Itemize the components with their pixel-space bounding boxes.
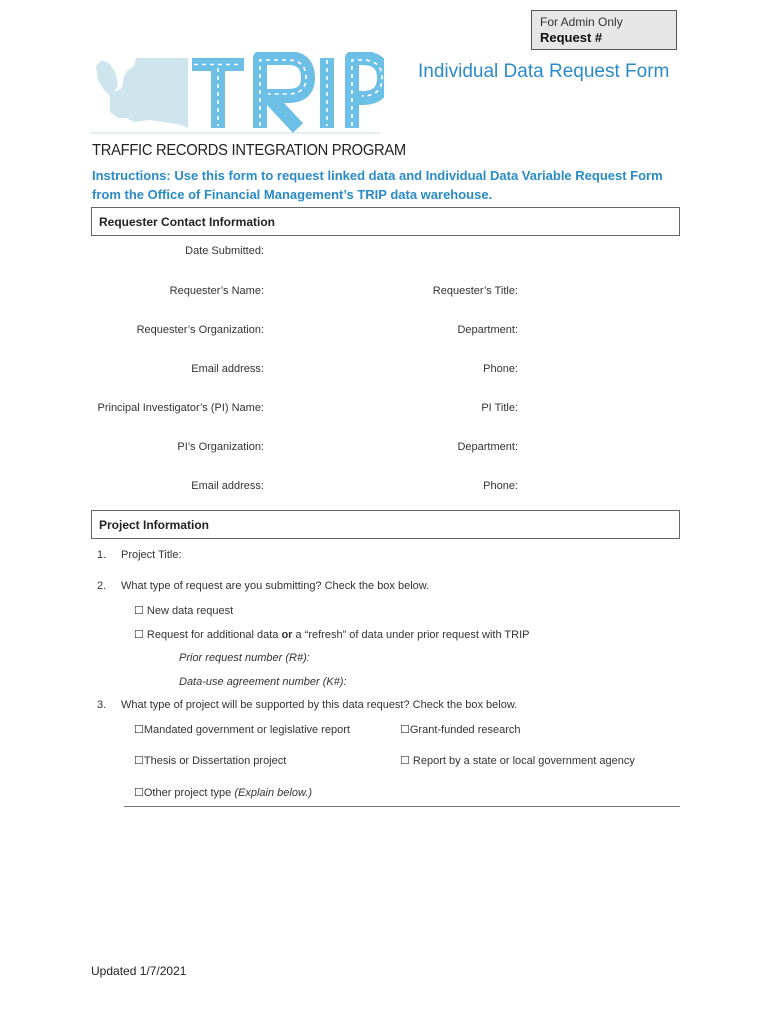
- grant-funded-research-checkbox[interactable]: ☐Grant-funded research: [400, 724, 521, 736]
- admin-box: [531, 10, 677, 50]
- form-title: Individual Data Request Form: [418, 61, 670, 82]
- email-label: Email address:: [191, 363, 264, 375]
- pi-title-label: PI Title:: [481, 402, 518, 414]
- date-submitted-label: Date Submitted:: [185, 245, 264, 257]
- requester-organization-label: Requester’s Organization:: [136, 324, 264, 336]
- question-2-number: 2.: [97, 580, 107, 592]
- department-label: Department:: [457, 324, 518, 336]
- section-divider: [124, 806, 680, 807]
- contact-section-title: Requester Contact Information: [99, 215, 276, 229]
- additional-data-text-a: ☐ Request for additional data: [134, 629, 282, 641]
- other-project-type-note: (Explain below.): [234, 787, 313, 799]
- pi-organization-label: PI’s Organization:: [177, 441, 264, 453]
- instructions-line-1: Instructions: Use this form to request linked data and Individual Data Variable Request Form: [92, 168, 663, 183]
- question-3-number: 3.: [97, 699, 107, 711]
- phone-label: Phone:: [483, 363, 518, 375]
- question-1-number: 1.: [97, 549, 107, 561]
- other-project-type-text: ☐Other project type: [134, 787, 235, 799]
- washington-map-logo-icon: [88, 52, 384, 138]
- requester-title-label: Requester’s Title:: [432, 285, 518, 297]
- pi-phone-label: Phone:: [483, 480, 518, 492]
- project-section-title: Project Information: [99, 518, 210, 532]
- dua-number-label: Data-use agreement number (K#):: [179, 676, 347, 688]
- thesis-dissertation-checkbox[interactable]: ☐Thesis or Dissertation project: [134, 755, 287, 767]
- instructions: [92, 166, 692, 204]
- contact-section-header: [91, 207, 680, 236]
- request-type-question: What type of request are you submitting? Check the box below.: [121, 580, 430, 592]
- other-project-type-checkbox[interactable]: [134, 786, 312, 799]
- project-section-header: [91, 510, 680, 539]
- prior-request-number-label: Prior request number (R#):: [179, 652, 310, 664]
- project-title-label: Project Title:: [121, 549, 182, 561]
- additional-data-request-checkbox[interactable]: [134, 628, 529, 641]
- new-data-request-checkbox[interactable]: ☐ New data request: [134, 605, 234, 617]
- project-type-question: What type of project will be supported by this data request? Check the box below.: [121, 699, 518, 711]
- updated-date: Updated 1/7/2021: [91, 964, 187, 978]
- instructions-line-2: from the Office of Financial Management’s TRIP data warehouse.: [92, 187, 493, 202]
- request-number-label: Request #: [540, 30, 603, 45]
- additional-data-text-b: a “refresh” of data under prior request with TRIP: [292, 629, 530, 641]
- requester-name-label: Requester’s Name:: [169, 285, 264, 297]
- pi-email-label: Email address:: [191, 480, 264, 492]
- trip-logo: [88, 52, 384, 138]
- mandated-report-checkbox[interactable]: ☐Mandated government or legislative report: [134, 724, 350, 736]
- pi-department-label: Department:: [457, 441, 518, 453]
- additional-data-or: or: [281, 629, 293, 641]
- pi-name-label: Principal Investigator’s (PI) Name:: [97, 402, 264, 414]
- admin-label: For Admin Only: [540, 15, 623, 29]
- program-title: TRAFFIC RECORDS INTEGRATION PROGRAM: [92, 142, 406, 159]
- government-agency-report-checkbox[interactable]: ☐ Report by a state or local government agency: [400, 755, 635, 767]
